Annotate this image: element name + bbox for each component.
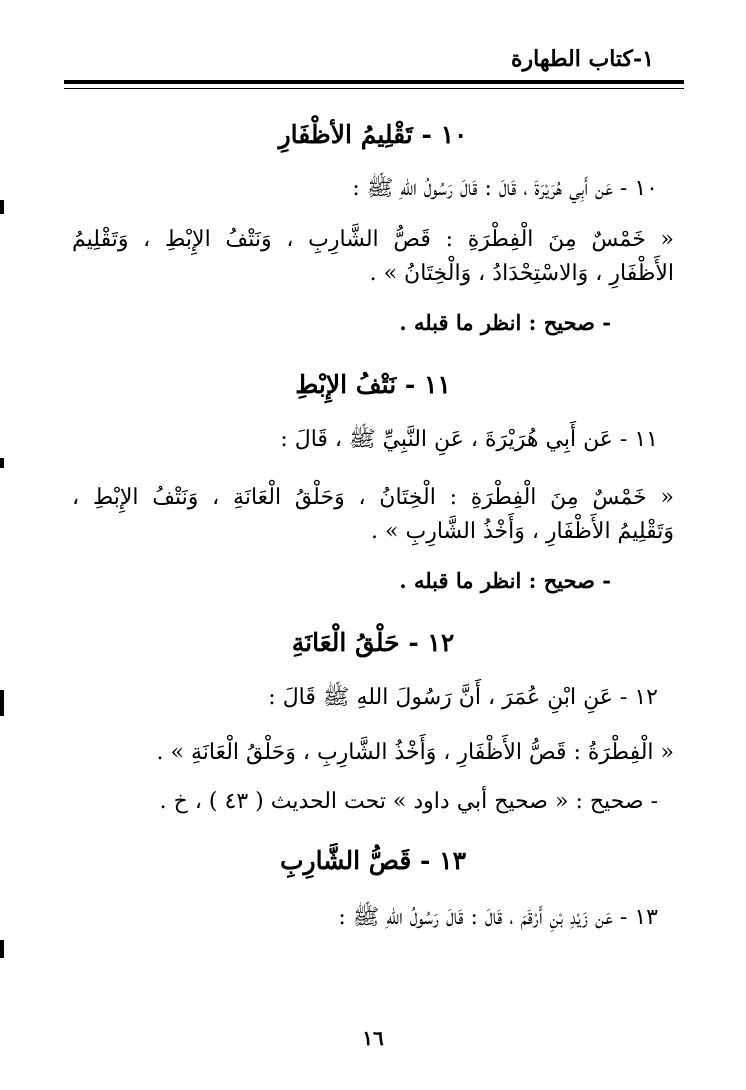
scan-edge-mark — [0, 690, 4, 716]
scan-edge-mark — [0, 458, 4, 468]
narration-10: ١٠ - عَن أَبِي هُرَيْرَةَ ، قَالَ : قَالَ رَسُولُ اللهِ ﷺ : — [352, 176, 658, 201]
header-rule-thin — [64, 88, 684, 89]
header-rule-thick — [64, 80, 684, 84]
section-heading-13: ١٣ - قَصُّ الشَّارِبِ — [279, 846, 466, 875]
hadith-text-11-line1: « خَمْسٌ مِنَ الْفِطْرَةِ : الْخِتَانُ ، وَحَلْقُ الْعَانَةِ ، وَنَتْفُ الإِبْطِ ، — [72, 485, 674, 510]
section-heading-12: ١٢ - حَلْقُ الْعَانَةِ — [291, 628, 455, 657]
section-heading-11: ١١ - نَتْفُ الإِبْطِ — [295, 370, 451, 399]
grade-12: - صحيح : « صحيح أبي داود » تحت الحديث ( ٤٣ ) ، خ . — [159, 789, 658, 814]
hadith-text-10-line2: الأَظْفَارِ ، وَالاسْتِحْدَادُ ، وَالْخِتَانُ » . — [369, 261, 674, 286]
scan-edge-mark — [0, 940, 4, 958]
grade-11: - صحيح : انظر ما قبله . — [399, 568, 611, 593]
narration-13: ١٣ - عَن زَيْدِ بْنِ أَرْقَمَ ، قَالَ : قَالَ رَسُولُ اللهِ ﷺ : — [338, 905, 658, 930]
chapter-header: ١-كتاب الطهارة — [510, 46, 654, 72]
section-heading-10: ١٠ - تَقْلِيمُ الأظْفَارِ — [278, 120, 468, 149]
hadith-text-12: « الْفِطْرَةُ : قَصُّ الأَظْفَارِ ، وَأَخْذُ الشَّارِبِ ، وَحَلْقُ الْعَانَةِ » . — [156, 740, 674, 765]
hadith-text-11-line2: وَتَقْلِيمُ الأَظْفَارِ ، وَأَخْذُ الشَّارِبِ » . — [371, 519, 674, 544]
grade-10: - صحيح : انظر ما قبله . — [399, 310, 611, 335]
hadith-text-10-line1: « خَمْسٌ مِنَ الْفِطْرَةِ : قَصُّ الشَّارِبِ ، وَنَتْفُ الإِبْطِ ، وَتَقْلِيمُ — [72, 227, 674, 252]
narration-11: ١١ - عَن أَبِي هُرَيْرَةَ ، عَنِ النَّبِيِّ ﷺ ، قَالَ : — [280, 427, 658, 452]
scan-edge-mark — [0, 200, 4, 214]
narration-12: ١٢ - عَنِ ابْنِ عُمَرَ ، أَنَّ رَسُولَ اللهِ ﷺ قَالَ : — [268, 685, 658, 710]
page-number: ١٦ — [362, 1026, 384, 1050]
